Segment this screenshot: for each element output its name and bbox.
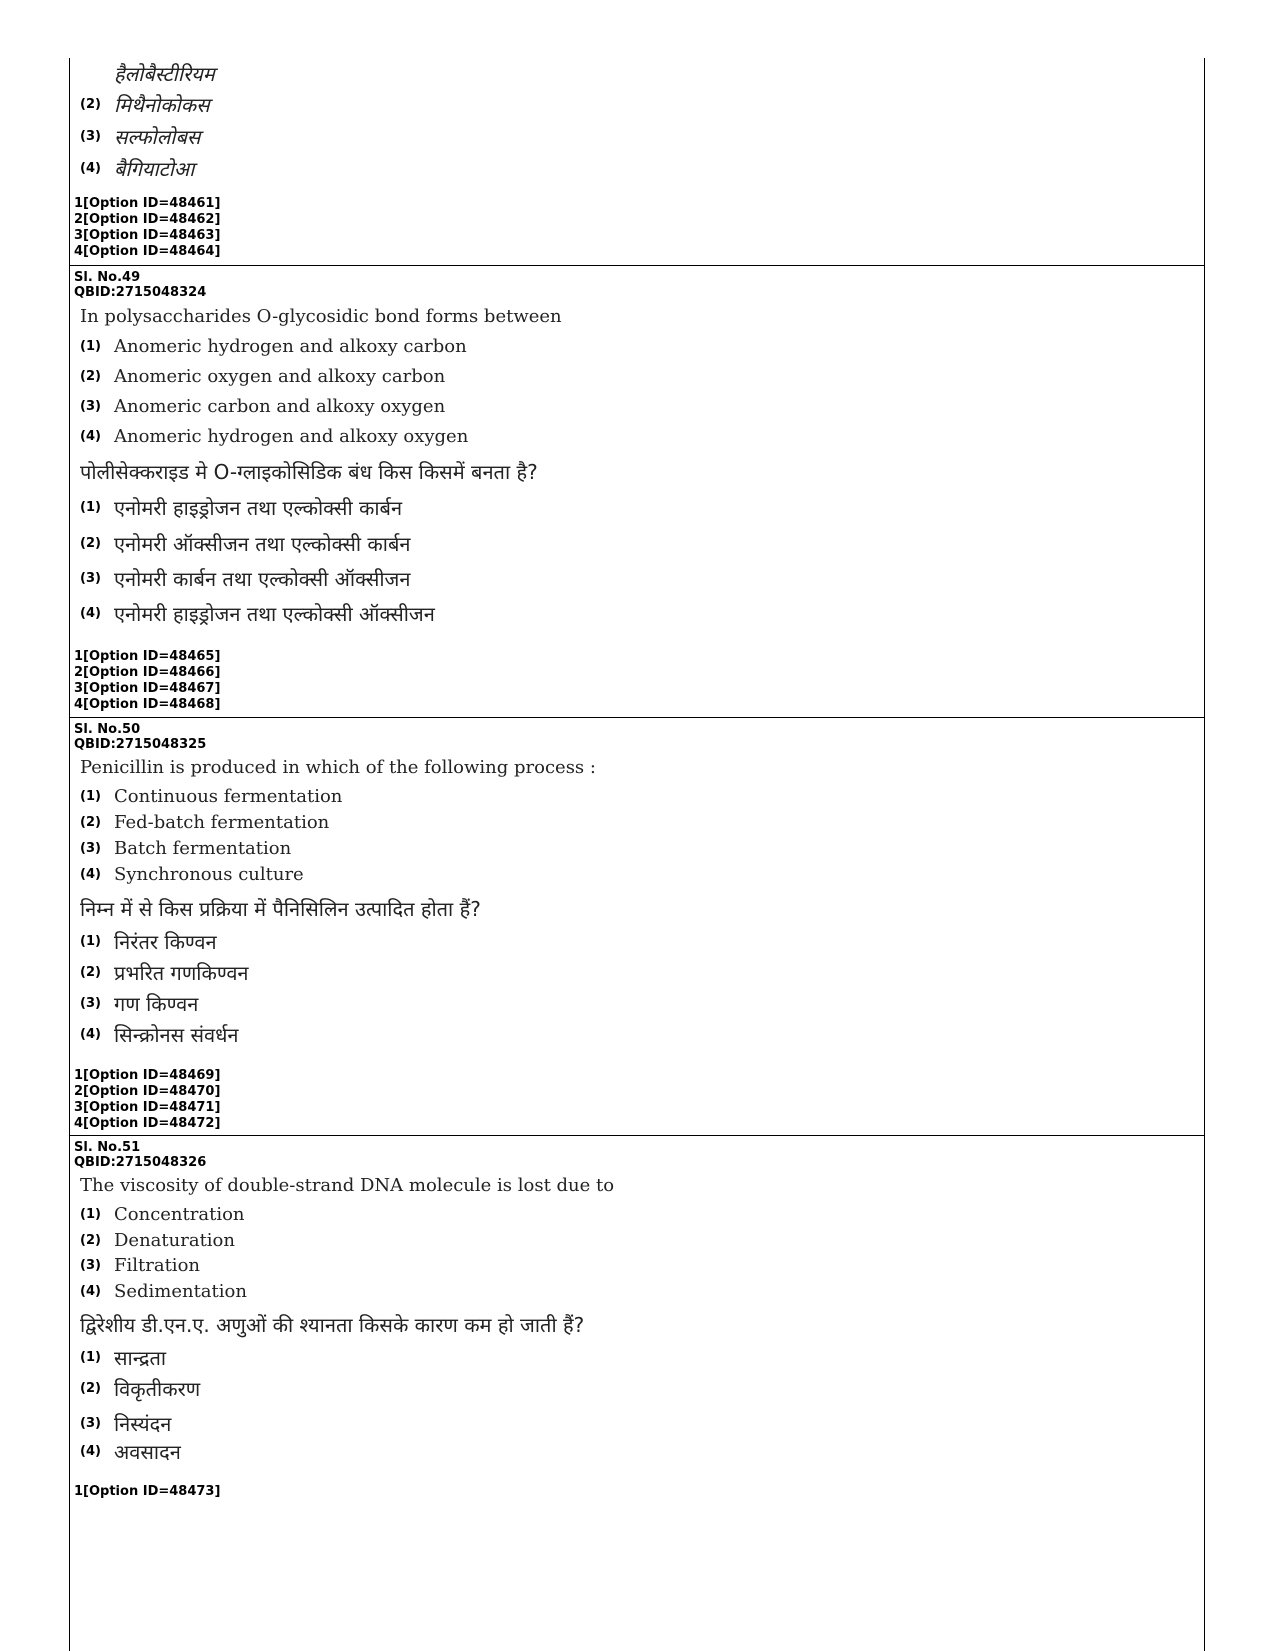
option-4-hi [80,600,435,624]
serial-number: Sl. No.51 [74,1140,141,1155]
question-50 [70,717,1204,1135]
option-number: (2) [80,815,101,830]
qbid: QBID:2715048326 [74,1155,207,1170]
option-id: 4[Option ID=48464] [74,244,221,259]
option-number: (2) [80,1233,101,1248]
question-text-hi: द्विरेशीय डी.एन.ए. अणुओं की श्यानता किसके कारण कम हो जाती हैं? [80,1313,585,1337]
option-text: सिन्क्रोनस संवर्धन [114,1023,239,1047]
option-number: (1) [80,1350,101,1365]
option-text: हैलोबैस्टीरियम [114,62,215,86]
option-id: 3[Option ID=48467] [74,681,221,696]
option-id: 4[Option ID=48472] [74,1116,221,1131]
serial-number: Sl. No.49 [74,270,141,285]
option-number: (4) [80,429,101,444]
option-text: बैगियाटोआ [114,157,195,181]
option-number: (4) [80,1444,101,1459]
option-number: (4) [80,1027,101,1042]
option-id: 4[Option ID=48468] [74,697,221,712]
option-number: (1) [80,789,101,804]
option-3-hi [80,1410,171,1434]
option-id: 1[Option ID=48469] [74,1068,221,1083]
option-2-en [80,366,445,390]
option-text: एनोमरी ऑक्सीजन तथा एल्कोक्सी कार्बन [114,532,411,556]
option-1-en [80,336,467,360]
question-paper-frame [69,58,1205,1651]
question-48-tail [70,58,1204,265]
option-id-list [74,1068,220,1132]
option-number: (3) [80,399,101,414]
option-number: (4) [80,606,101,621]
option-number: (3) [80,571,101,586]
option-id: 3[Option ID=48471] [74,1100,221,1115]
option-text: एनोमरी हाइड्रोजन तथा एल्कोक्सी ऑक्सीजन [114,602,435,626]
qbid: QBID:2715048325 [74,737,207,752]
option-number: (2) [80,1381,101,1396]
option-3-hi [80,123,200,147]
option-id: 1[Option ID=48461] [74,196,221,211]
option-number: (3) [80,841,101,856]
option-text: Continuous fermentation [114,786,343,807]
option-id: 1[Option ID=48473] [74,1484,221,1499]
option-1-hi [80,60,215,84]
option-text: Anomeric hydrogen and alkoxy oxygen [114,426,469,447]
option-number: (1) [80,934,101,949]
question-text-en: In polysaccharides O-glycosidic bond forms between [80,306,562,327]
option-id: 3[Option ID=48463] [74,228,221,243]
option-3-en [80,838,291,862]
serial-number: Sl. No.50 [74,722,141,737]
option-2-hi [80,1375,200,1399]
qbid: QBID:2715048324 [74,285,207,300]
option-4-en [80,864,304,888]
option-text: सल्फोलोबस [114,125,201,149]
option-number: (3) [80,129,101,144]
option-id: 2[Option ID=48470] [74,1084,221,1099]
option-number: (4) [80,161,101,176]
option-3-hi [80,565,411,589]
option-text: एनोमरी हाइड्रोजन तथा एल्कोक्सी कार्बन [114,496,403,520]
option-2-hi [80,91,210,115]
option-4-hi [80,1438,181,1462]
option-text: विकृतीकरण [114,1377,201,1401]
option-text: Filtration [114,1255,200,1276]
option-number: (2) [80,97,101,112]
option-number: (4) [80,867,101,882]
option-number: (2) [80,536,101,551]
option-text: गण किण्वन [114,992,199,1016]
option-4-en [80,426,468,450]
option-number: (2) [80,369,101,384]
option-number: (2) [80,965,101,980]
option-number: (1) [80,500,101,515]
option-text: Anomeric carbon and alkoxy oxygen [114,396,446,417]
option-1-hi [80,494,402,518]
option-3-hi [80,990,198,1014]
option-text: अवसादन [114,1440,181,1464]
option-3-en [80,1255,200,1279]
option-text: प्रभरित गणकिण्वन [114,961,249,985]
option-2-en [80,1230,235,1254]
option-text: Batch fermentation [114,838,292,859]
option-4-hi [80,155,194,179]
option-1-en [80,786,342,810]
option-id: 2[Option ID=48466] [74,665,221,680]
option-text: मिथैनोकोकस [114,93,210,117]
option-text: Sedimentation [114,1281,247,1302]
option-1-hi [80,928,217,952]
option-number: (4) [80,1284,101,1299]
option-id-list [74,649,220,713]
option-text: सान्द्रता [114,1346,167,1370]
option-text: Anomeric oxygen and alkoxy carbon [114,366,446,387]
option-number: (3) [80,1416,101,1431]
question-text-en: Penicillin is produced in which of the following process : [80,757,596,778]
option-3-en [80,396,445,420]
question-51 [70,1135,1204,1651]
option-1-hi [80,1344,166,1368]
option-id: 2[Option ID=48462] [74,212,221,227]
question-49 [70,265,1204,717]
option-id-list [74,196,220,260]
question-text-hi: निम्न में से किस प्रक्रिया में पैनिसिलिन उत्पादित होता हैं? [80,897,481,921]
option-2-hi [80,959,249,983]
option-text: Synchronous culture [114,864,304,885]
option-text: Fed-batch fermentation [114,812,330,833]
option-number: (3) [80,1258,101,1273]
option-number: (3) [80,996,101,1011]
option-number: (1) [80,1207,101,1222]
option-text: एनोमरी कार्बन तथा एल्कोक्सी ऑक्सीजन [114,567,411,591]
option-text: Anomeric hydrogen and alkoxy carbon [114,336,467,357]
option-4-en [80,1281,247,1305]
option-text: Denaturation [114,1230,235,1251]
question-text-hi: पोलीसेक्कराइड मे O-ग्लाइकोसिडिक बंध किस किसमें बनता है? [80,460,538,484]
option-text: निस्यंदन [114,1412,172,1436]
question-text-en: The viscosity of double-strand DNA molecule is lost due to [80,1175,615,1196]
option-2-hi [80,530,411,554]
option-1-en [80,1204,245,1228]
option-text: निरंतर किण्वन [114,930,217,954]
option-id: 1[Option ID=48465] [74,649,221,664]
option-4-hi [80,1021,239,1045]
option-text: Concentration [114,1204,245,1225]
option-2-en [80,812,329,836]
option-id-list [74,1484,220,1500]
option-number: (1) [80,339,101,354]
